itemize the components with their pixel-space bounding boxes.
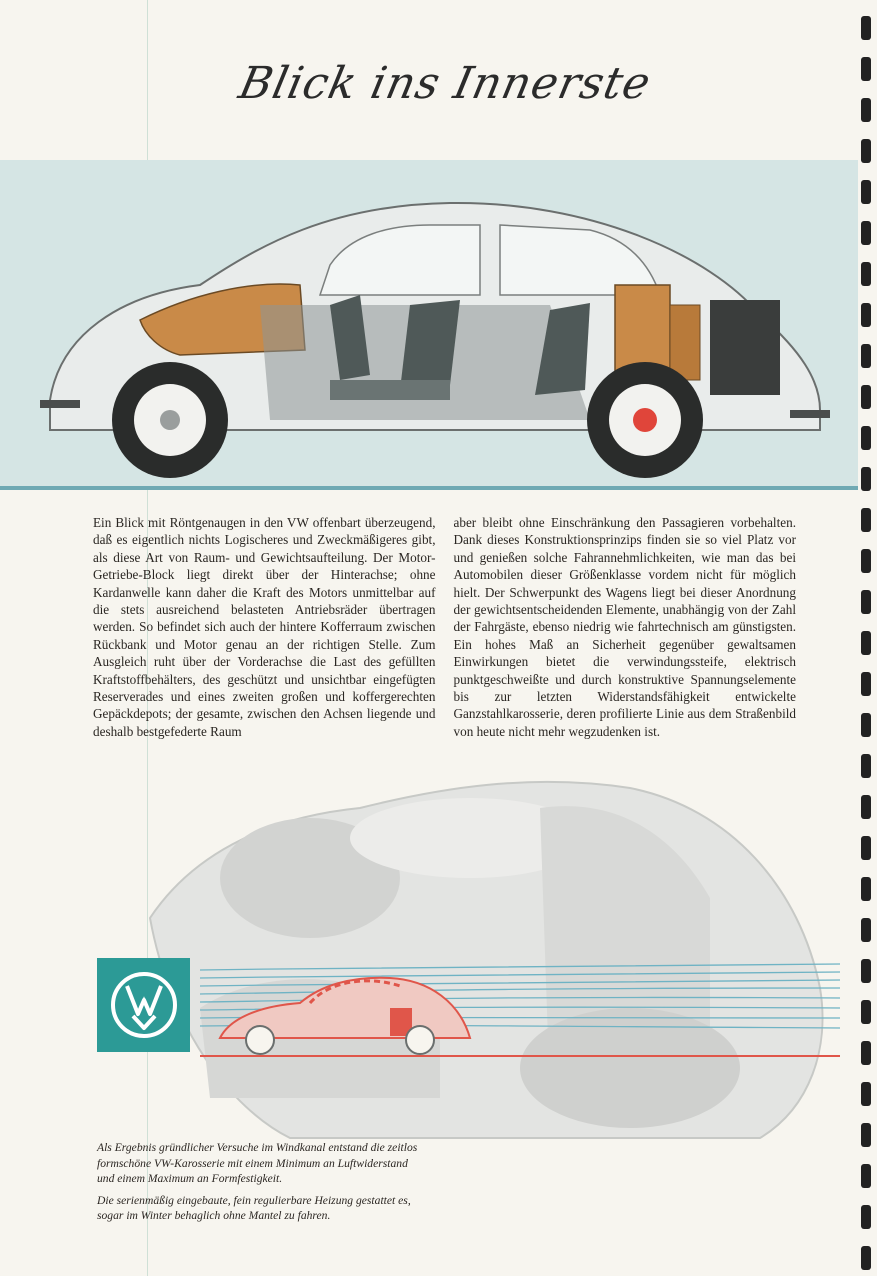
binding-ring: [861, 795, 871, 819]
spiral-binding: [859, 0, 871, 1276]
binding-ring: [861, 426, 871, 450]
binding-ring: [861, 262, 871, 286]
binding-ring: [861, 959, 871, 983]
binding-ring: [861, 1246, 871, 1270]
binding-ring: [861, 385, 871, 409]
band-bottom-rule: [0, 486, 858, 490]
body-text: [93, 514, 796, 744]
binding-ring: [861, 672, 871, 696]
caption-paragraph-2: Die serienmäßig eingebaute, fein regulierbare Heizung gestattet es, sogar im Winter behaglich ohne Mantel zu fahren.: [97, 1193, 411, 1223]
binding-ring: [861, 1123, 871, 1147]
vw-logo-box: [97, 958, 190, 1052]
binding-ring: [861, 1000, 871, 1024]
binding-ring: [861, 713, 871, 737]
vw-logo-icon: [109, 970, 179, 1040]
caption-paragraph-1: Als Ergebnis gründlicher Versuche im Windkanal entstand die zeitlos formschöne VW-Karosserie mit einem Minimum an Luftwiderstand und einem Maximum an Formfestigkeit.: [97, 1141, 418, 1186]
binding-ring: [861, 98, 871, 122]
binding-ring: [861, 918, 871, 942]
binding-ring: [861, 508, 871, 532]
binding-ring: [861, 344, 871, 368]
binding-ring: [861, 1041, 871, 1065]
page-title: Blick ins Innerste: [234, 58, 656, 109]
binding-ring: [861, 180, 871, 204]
binding-ring: [861, 1164, 871, 1188]
binding-ring: [861, 590, 871, 614]
binding-ring: [861, 1205, 871, 1229]
binding-ring: [861, 16, 871, 40]
binding-ring: [861, 836, 871, 860]
binding-ring: [861, 221, 871, 245]
body-text-column-2: aber bleibt ohne Einschränkung den Passagieren vorbehalten. Dank dieses Konstruktionsprinzips finden sie so viel Platz vor und genießen solche Fahrannehmlichkeiten, wie man das bei Automobilen dieser Größenklasse vordem nicht für möglich hielt. Der Schwerpunkt des Wagens liegt bei dieser Anordnung der gewichtsentscheidenden Elemente, unabhängig von der Zahl der Fahrgäste, ebenso niedrig wie fahrtechnisch am günstigsten. Ein hohes Maß an Sicherheit gegenüber gewaltsamen Einwirkungen bietet die verwindungssteife, elektrisch punktgeschweißte und durch konstruktive Spannungselemente bis zur letzten Widerstandsfähigkeit entwickelte Ganzstahlkarosserie, deren profilierte Linie aus dem Straßenbild von heute nicht mehr wegzudenken ist.: [453, 515, 796, 739]
binding-ring: [861, 1082, 871, 1106]
binding-ring: [861, 467, 871, 491]
binding-ring: [861, 549, 871, 573]
binding-ring: [861, 57, 871, 81]
wind-tunnel-airflow-diagram: [200, 958, 840, 1068]
binding-ring: [861, 877, 871, 901]
caption: [97, 1140, 427, 1230]
binding-ring: [861, 139, 871, 163]
binding-ring: [861, 303, 871, 327]
binding-ring: [861, 631, 871, 655]
body-text-column-1: Ein Blick mit Röntgenaugen in den VW offenbart überzeugend, daß es eigentlich nichts Logischeres und Zweckmäßigeres gibt, als diese Art von Raum- und Gewichtsaufteilung. Der Motor-Getriebe-Block liegt direkt über der Hinterachse; ohne Kardanwelle kann daher die Kraft des Motors unmittelbar auf die stets ausreichend belasteten Antriebsräder übertragen werden. So befindet sich auch der hintere Kofferraum zwischen Rückbank und Motor genau an der richtigen Stelle. Zum Ausgleich ruht über der Vorderachse die Last des gefüllten Kraftstoffbehälters, des geschützt und unsichtbar eingefügten Reserverades und eines zweiten großen und koffergerechten Gepäckdepots; der gesamte, zwischen den Achsen liegende und deshalb bestgefederte Raum: [93, 515, 436, 739]
car-cutaway-illustration: [30, 185, 850, 485]
binding-ring: [861, 754, 871, 778]
